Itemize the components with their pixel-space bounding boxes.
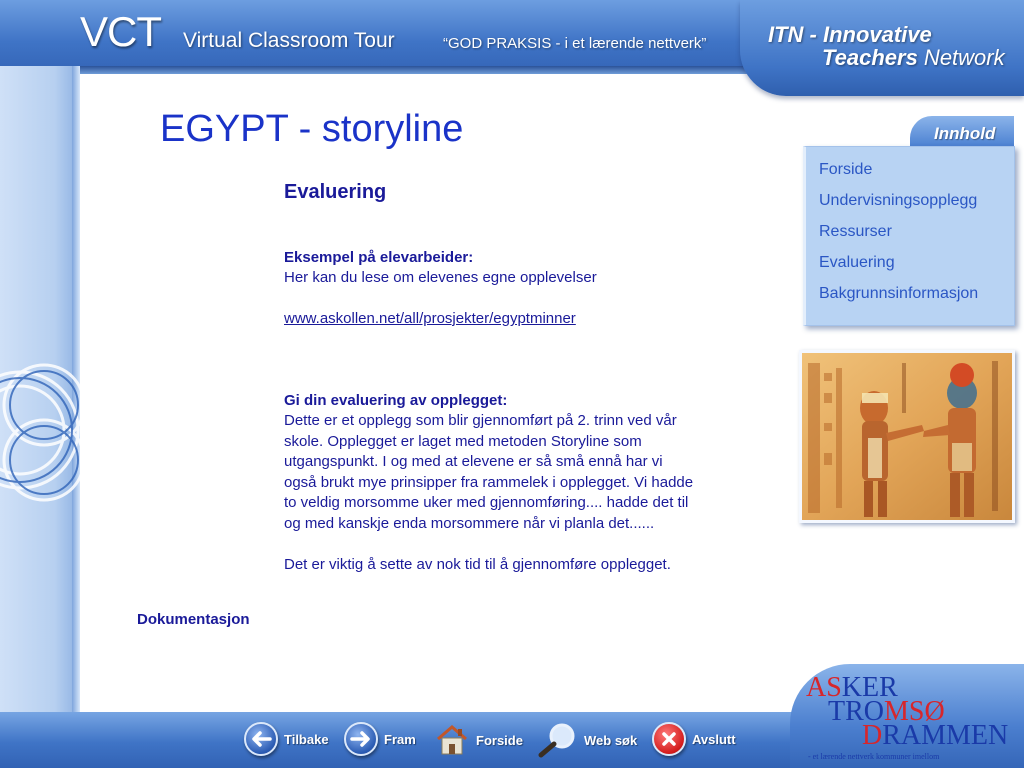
example-link[interactable]: www.askollen.net/all/prosjekter/egyptminner <box>284 310 576 327</box>
itn-line-2 <box>822 45 1005 71</box>
egyptian-painting-image <box>799 350 1015 523</box>
back-button[interactable] <box>244 722 329 756</box>
itn-teachers: Teachers <box>822 45 918 70</box>
itn-line-1: ITN - Innovative <box>768 22 932 47</box>
example-text: Her kan du lese om elevenes egne opplevelser <box>284 269 597 286</box>
page-title: EGYPT - storyline <box>160 108 464 150</box>
exit-button[interactable] <box>652 722 736 756</box>
back-arrow-icon <box>244 722 278 756</box>
evaluation-line: og med kanskje enda morsommere når vi planla det...... <box>284 514 655 532</box>
menu-item-bakgrunnsinformasjon[interactable]: Bakgrunnsinformasjon <box>819 285 979 302</box>
back-label: Tilbake <box>284 731 329 747</box>
itn-network: Network <box>917 45 1005 70</box>
main-content <box>284 182 754 575</box>
header-shadow <box>0 66 760 74</box>
logo-tagline: - et lærende nettverk kommuner imellom <box>808 752 940 761</box>
menu-item-evaluering[interactable]: Evaluering <box>819 254 895 271</box>
close-x-icon <box>652 722 686 756</box>
home-label: Forside <box>476 732 523 748</box>
menu-item-forside[interactable]: Forside <box>819 161 873 178</box>
slogan: “GOD PRAKSIS - i et lærende nettverk” <box>443 35 707 52</box>
closing-text: Det er viktig å sette av nok tid til å gjennomføre opplegget. <box>284 555 671 573</box>
evaluation-line: to veldig morsomme uker med gjennomføring.... hadde det til <box>284 494 689 511</box>
menu-item-ressurser[interactable]: Ressurser <box>819 223 892 240</box>
content-menu <box>803 146 1015 326</box>
vct-logo: VCT <box>80 8 161 55</box>
evaluation-line: skole. Opplegget er laget med metoden Storyline som <box>284 432 642 450</box>
evaluation-line: utgangspunkt. I og med at elevene er så små ennå har vi <box>284 453 663 470</box>
forward-button[interactable] <box>344 722 416 756</box>
exit-label: Avslutt <box>692 731 736 747</box>
web-search-button[interactable] <box>538 722 637 758</box>
decorative-circles <box>0 310 80 550</box>
menu-item-undervisningsopplegg[interactable]: Undervisningsopplegg <box>819 192 978 209</box>
evaluation-heading: Gi din evaluering av opplegget: <box>284 391 508 409</box>
evaluation-line: Dette er et opplegg som blir gjennomført på 2. trinn ved vår <box>284 412 677 429</box>
evaluation-line: også brukt mye prinsipper fra rammelek i opplegget. Vi hadde <box>284 473 694 491</box>
magnifier-icon <box>538 722 578 758</box>
web-search-label: Web søk <box>584 732 638 748</box>
example-heading: Eksempel på elevarbeider: <box>284 248 474 266</box>
forward-label: Fram <box>384 731 416 747</box>
site-subtitle: Virtual Classroom Tour <box>183 29 395 52</box>
house-icon <box>434 722 470 758</box>
forward-arrow-icon <box>344 722 378 756</box>
menu-tab-innhold: Innhold <box>910 116 1014 146</box>
home-button[interactable] <box>434 722 523 758</box>
documentation-link[interactable]: Dokumentasjon <box>137 611 250 628</box>
asker-tromso-drammen-logo: ASKER TROMSØ DRAMMEN <box>806 672 1009 751</box>
section-heading: Evaluering <box>284 181 387 203</box>
